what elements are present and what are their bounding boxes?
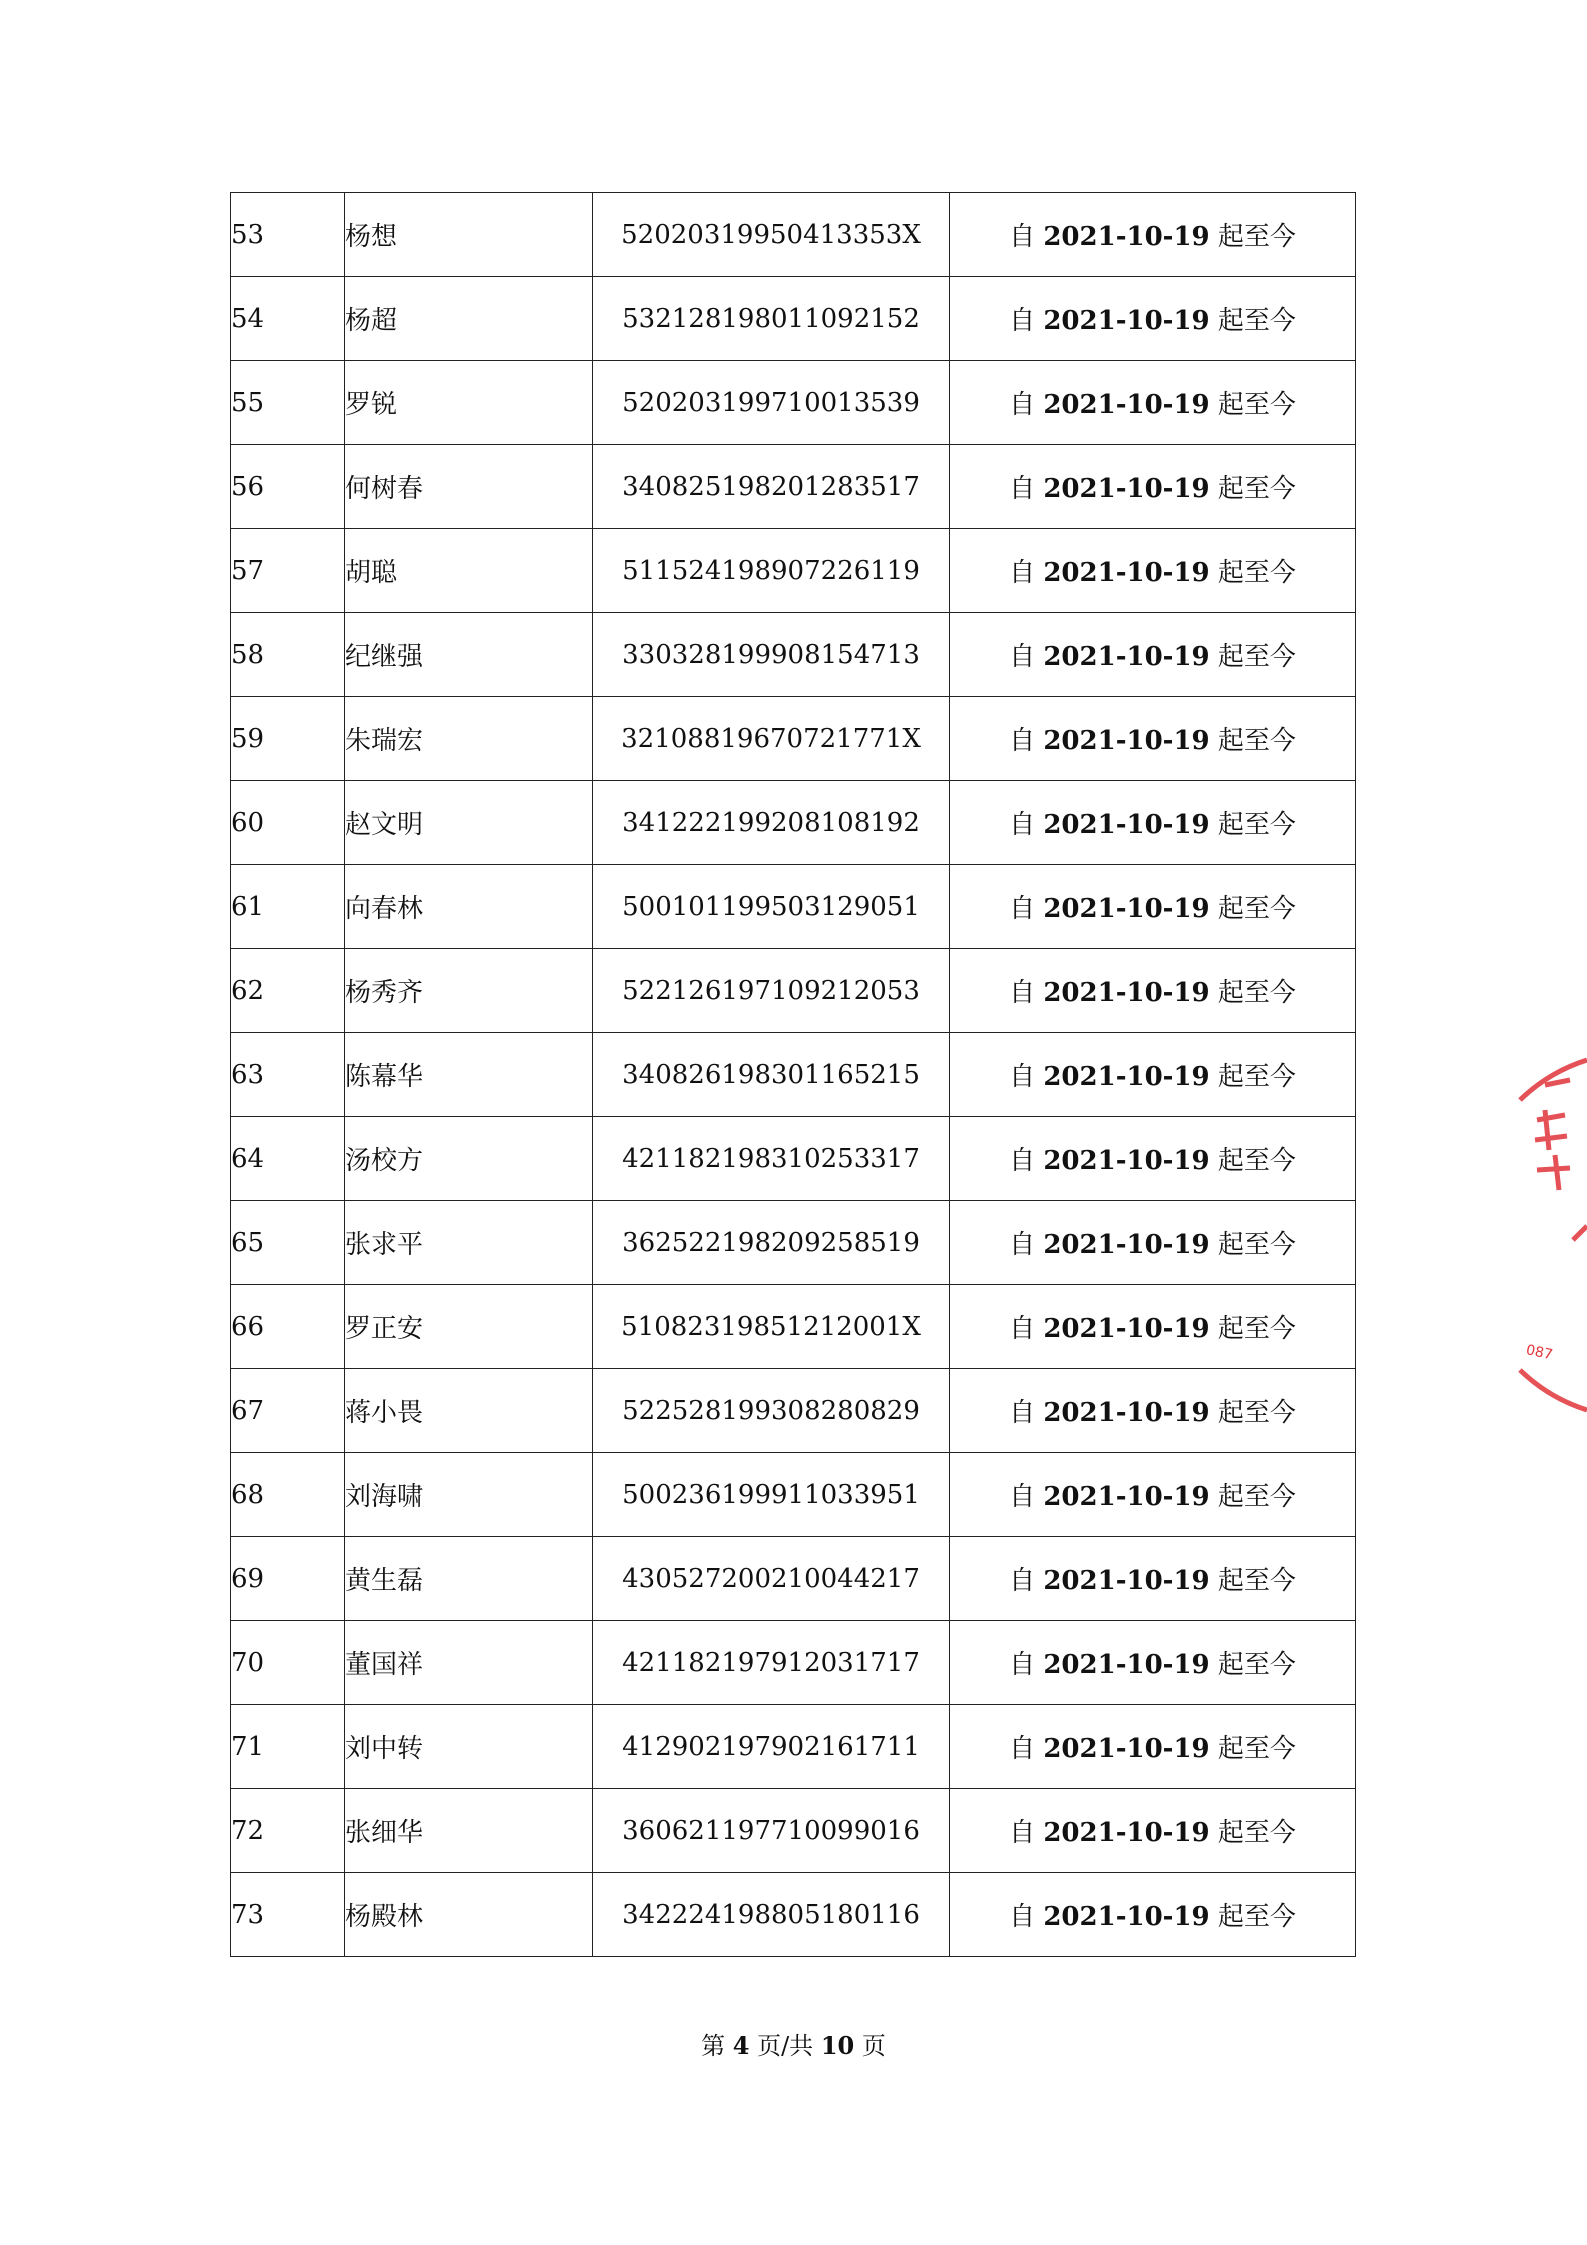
period-cell: [950, 697, 1356, 781]
period-cell: [950, 1369, 1356, 1453]
person-name-cell: 刘海啸: [345, 1453, 593, 1537]
period-prefix: 自: [1009, 1398, 1036, 1428]
person-name-cell: 纪继强: [345, 613, 593, 697]
id-number-cell: 412902197902161711: [593, 1705, 950, 1789]
period-start-date: 2021-10-19: [1043, 1482, 1210, 1512]
person-name-cell: 汤校方: [345, 1117, 593, 1201]
person-name-cell: 杨超: [345, 277, 593, 361]
table-row: [231, 1285, 1356, 1369]
period-start-date: 2021-10-19: [1043, 1650, 1210, 1680]
person-name-cell: 张求平: [345, 1201, 593, 1285]
period-suffix: 起至今: [1217, 810, 1296, 840]
row-number-cell: 70: [231, 1621, 345, 1705]
period-cell: [950, 193, 1356, 277]
footer-suffix: 页: [861, 2032, 886, 2060]
row-number-cell: 58: [231, 613, 345, 697]
period-suffix: 起至今: [1217, 978, 1296, 1008]
period-start-date: 2021-10-19: [1043, 894, 1210, 924]
table-row: [231, 1873, 1356, 1957]
period-suffix: 起至今: [1217, 1818, 1296, 1848]
period-prefix: 自: [1009, 390, 1036, 420]
period-cell: [950, 1453, 1356, 1537]
table-row: [231, 1033, 1356, 1117]
period-prefix: 自: [1009, 726, 1036, 756]
id-number-cell: 520203199710013539: [593, 361, 950, 445]
period-start-date: 2021-10-19: [1043, 390, 1210, 420]
period-suffix: 起至今: [1217, 390, 1296, 420]
period-cell: [950, 1789, 1356, 1873]
period-suffix: 起至今: [1217, 1398, 1296, 1428]
id-number-cell: 330328199908154713: [593, 613, 950, 697]
period-suffix: 起至今: [1217, 1062, 1296, 1092]
table-row: [231, 277, 1356, 361]
person-name-cell: 赵文明: [345, 781, 593, 865]
period-prefix: 自: [1009, 810, 1036, 840]
period-suffix: 起至今: [1217, 1902, 1296, 1932]
period-start-date: 2021-10-19: [1043, 222, 1210, 252]
period-suffix: 起至今: [1217, 894, 1296, 924]
period-prefix: 自: [1009, 642, 1036, 672]
period-prefix: 自: [1009, 222, 1036, 252]
period-prefix: 自: [1009, 1818, 1036, 1848]
table-row: [231, 529, 1356, 613]
period-cell: [950, 1201, 1356, 1285]
period-suffix: 起至今: [1217, 306, 1296, 336]
table-row: [231, 781, 1356, 865]
row-number-cell: 69: [231, 1537, 345, 1621]
period-start-date: 2021-10-19: [1043, 1062, 1210, 1092]
period-prefix: 自: [1009, 306, 1036, 336]
person-name-cell: 杨殿林: [345, 1873, 593, 1957]
person-name-cell: 蒋小畏: [345, 1369, 593, 1453]
row-number-cell: 56: [231, 445, 345, 529]
period-suffix: 起至今: [1217, 1482, 1296, 1512]
period-prefix: 自: [1009, 1230, 1036, 1260]
period-suffix: 起至今: [1217, 1566, 1296, 1596]
period-suffix: 起至今: [1217, 1650, 1296, 1680]
period-start-date: 2021-10-19: [1043, 1398, 1210, 1428]
id-number-cell: 360621197710099016: [593, 1789, 950, 1873]
page-footer: [0, 2026, 1587, 2061]
person-name-cell: 黄生磊: [345, 1537, 593, 1621]
table-row: [231, 1201, 1356, 1285]
period-start-date: 2021-10-19: [1043, 642, 1210, 672]
id-number-cell: 32108819670721771X: [593, 697, 950, 781]
table-row: [231, 1453, 1356, 1537]
person-name-cell: 罗正安: [345, 1285, 593, 1369]
period-prefix: 自: [1009, 1062, 1036, 1092]
period-prefix: 自: [1009, 1902, 1036, 1932]
period-start-date: 2021-10-19: [1043, 1734, 1210, 1764]
row-number-cell: 54: [231, 277, 345, 361]
row-number-cell: 72: [231, 1789, 345, 1873]
id-number-cell: 522528199308280829: [593, 1369, 950, 1453]
row-number-cell: 63: [231, 1033, 345, 1117]
period-prefix: 自: [1009, 1146, 1036, 1176]
period-suffix: 起至今: [1217, 1146, 1296, 1176]
id-number-cell: 362522198209258519: [593, 1201, 950, 1285]
period-prefix: 自: [1009, 1566, 1036, 1596]
row-number-cell: 67: [231, 1369, 345, 1453]
period-prefix: 自: [1009, 1734, 1036, 1764]
id-number-cell: 342224198805180116: [593, 1873, 950, 1957]
period-start-date: 2021-10-19: [1043, 1314, 1210, 1344]
period-cell: [950, 445, 1356, 529]
id-number-cell: 340825198201283517: [593, 445, 950, 529]
footer-middle: 页/共: [757, 2032, 814, 2060]
personnel-table: [230, 192, 1356, 1957]
period-cell: [950, 277, 1356, 361]
table-row: [231, 1117, 1356, 1201]
table-row: [231, 361, 1356, 445]
person-name-cell: 何树春: [345, 445, 593, 529]
row-number-cell: 68: [231, 1453, 345, 1537]
row-number-cell: 65: [231, 1201, 345, 1285]
period-cell: [950, 613, 1356, 697]
person-name-cell: 杨想: [345, 193, 593, 277]
period-start-date: 2021-10-19: [1043, 558, 1210, 588]
table-row: [231, 1537, 1356, 1621]
period-prefix: 自: [1009, 558, 1036, 588]
row-number-cell: 73: [231, 1873, 345, 1957]
id-number-cell: 500101199503129051: [593, 865, 950, 949]
period-cell: [950, 1621, 1356, 1705]
period-start-date: 2021-10-19: [1043, 978, 1210, 1008]
row-number-cell: 57: [231, 529, 345, 613]
table-row: [231, 697, 1356, 781]
id-number-cell: 340826198301165215: [593, 1033, 950, 1117]
person-name-cell: 向春林: [345, 865, 593, 949]
period-start-date: 2021-10-19: [1043, 1818, 1210, 1848]
period-start-date: 2021-10-19: [1043, 1566, 1210, 1596]
footer-page-total: 10: [820, 2031, 855, 2060]
period-cell: [950, 1873, 1356, 1957]
id-number-cell: 500236199911033951: [593, 1453, 950, 1537]
period-start-date: 2021-10-19: [1043, 474, 1210, 504]
personnel-table-body: [231, 193, 1356, 1957]
row-number-cell: 59: [231, 697, 345, 781]
period-cell: [950, 781, 1356, 865]
id-number-cell: 532128198011092152: [593, 277, 950, 361]
id-number-cell: 421182197912031717: [593, 1621, 950, 1705]
period-prefix: 自: [1009, 1650, 1036, 1680]
id-number-cell: 52020319950413353X: [593, 193, 950, 277]
period-prefix: 自: [1009, 1314, 1036, 1344]
period-suffix: 起至今: [1217, 558, 1296, 588]
period-prefix: 自: [1009, 1482, 1036, 1512]
person-name-cell: 董国祥: [345, 1621, 593, 1705]
id-number-cell: 511524198907226119: [593, 529, 950, 613]
svg-text:087: 087: [1524, 1342, 1555, 1364]
person-name-cell: 朱瑞宏: [345, 697, 593, 781]
person-name-cell: 胡聪: [345, 529, 593, 613]
row-number-cell: 53: [231, 193, 345, 277]
table-row: [231, 445, 1356, 529]
id-number-cell: 341222199208108192: [593, 781, 950, 865]
period-suffix: 起至今: [1217, 642, 1296, 672]
row-number-cell: 55: [231, 361, 345, 445]
period-cell: [950, 529, 1356, 613]
period-suffix: 起至今: [1217, 1314, 1296, 1344]
table-row: [231, 613, 1356, 697]
period-start-date: 2021-10-19: [1043, 726, 1210, 756]
row-number-cell: 66: [231, 1285, 345, 1369]
period-prefix: 自: [1009, 978, 1036, 1008]
period-cell: [950, 1705, 1356, 1789]
person-name-cell: 罗锐: [345, 361, 593, 445]
period-start-date: 2021-10-19: [1043, 306, 1210, 336]
footer-page-number: 4: [732, 2031, 750, 2060]
period-cell: [950, 361, 1356, 445]
footer-prefix: 第: [701, 2032, 726, 2060]
period-prefix: 自: [1009, 474, 1036, 504]
person-name-cell: 刘中转: [345, 1705, 593, 1789]
period-suffix: 起至今: [1217, 1734, 1296, 1764]
official-seal-stamp: [1515, 1040, 1587, 1440]
table-row: [231, 1621, 1356, 1705]
period-suffix: 起至今: [1217, 222, 1296, 252]
row-number-cell: 71: [231, 1705, 345, 1789]
period-cell: [950, 1285, 1356, 1369]
id-number-cell: 430527200210044217: [593, 1537, 950, 1621]
table-row: [231, 949, 1356, 1033]
table-row: [231, 1705, 1356, 1789]
id-number-cell: 51082319851212001X: [593, 1285, 950, 1369]
period-start-date: 2021-10-19: [1043, 1230, 1210, 1260]
row-number-cell: 64: [231, 1117, 345, 1201]
row-number-cell: 60: [231, 781, 345, 865]
table-row: [231, 193, 1356, 277]
period-cell: [950, 1117, 1356, 1201]
row-number-cell: 62: [231, 949, 345, 1033]
table-row: [231, 1789, 1356, 1873]
person-name-cell: 杨秀齐: [345, 949, 593, 1033]
person-name-cell: 陈幕华: [345, 1033, 593, 1117]
period-prefix: 自: [1009, 894, 1036, 924]
period-suffix: 起至今: [1217, 1230, 1296, 1260]
period-start-date: 2021-10-19: [1043, 1146, 1210, 1176]
period-start-date: 2021-10-19: [1043, 810, 1210, 840]
id-number-cell: 421182198310253317: [593, 1117, 950, 1201]
id-number-cell: 522126197109212053: [593, 949, 950, 1033]
period-start-date: 2021-10-19: [1043, 1902, 1210, 1932]
row-number-cell: 61: [231, 865, 345, 949]
period-cell: [950, 949, 1356, 1033]
period-cell: [950, 1537, 1356, 1621]
table-row: [231, 1369, 1356, 1453]
period-suffix: 起至今: [1217, 726, 1296, 756]
person-name-cell: 张细华: [345, 1789, 593, 1873]
table-row: [231, 865, 1356, 949]
period-cell: [950, 865, 1356, 949]
period-suffix: 起至今: [1217, 474, 1296, 504]
period-cell: [950, 1033, 1356, 1117]
